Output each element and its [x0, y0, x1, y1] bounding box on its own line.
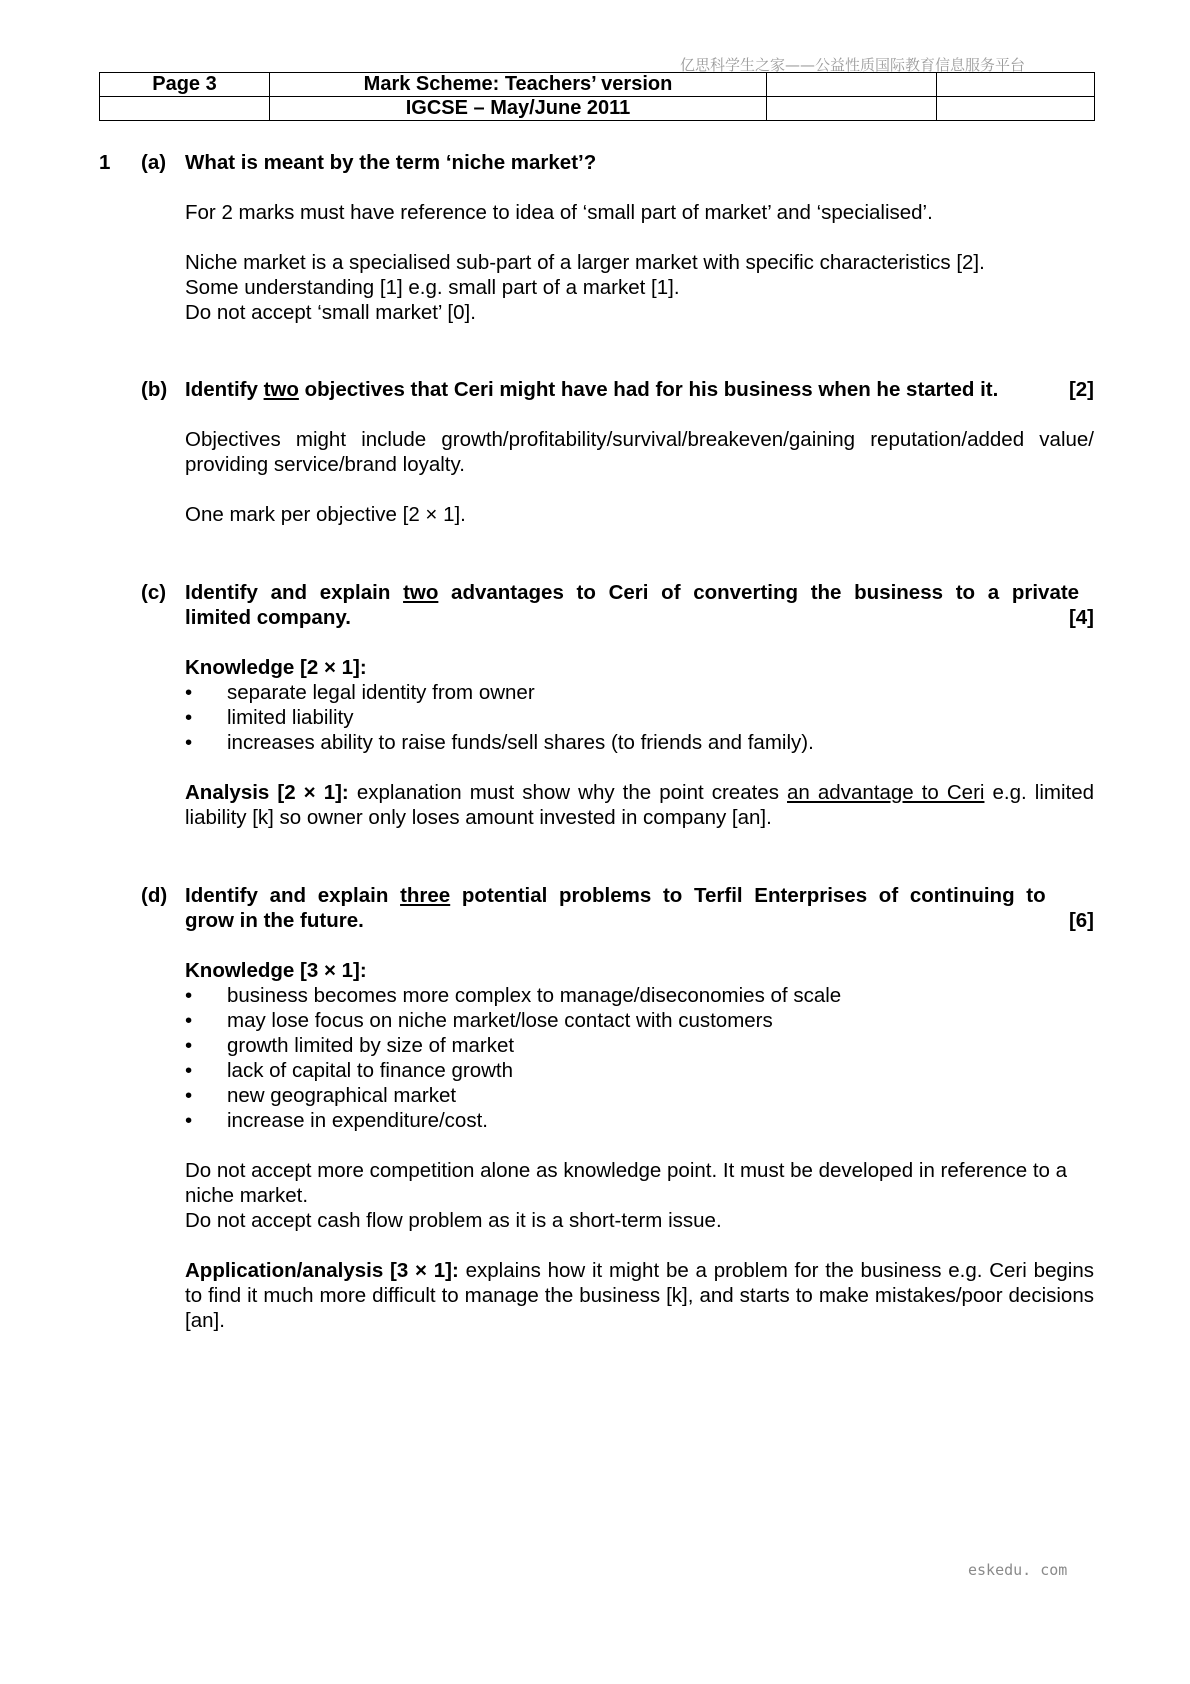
list-item: • may lose focus on niche market/lose contact with customers: [185, 1008, 1094, 1033]
list-item: • increases ability to raise funds/sell shares (to friends and family).: [185, 730, 1094, 755]
question-text: Identify and explain two advantages to Ceri of converting the business to a private: [185, 581, 1080, 604]
watermark-bottom: eskedu. com: [968, 1561, 1068, 1579]
empty-cell: [767, 97, 937, 121]
question-number: 1: [99, 151, 111, 174]
part-label: (c): [141, 581, 167, 604]
question-text: What is meant by the term ‘niche market’?: [185, 151, 597, 174]
list-item: • increase in expenditure/cost.: [185, 1108, 1094, 1133]
knowledge-label: Knowledge [3 × 1]:: [185, 959, 367, 982]
answer-text: One mark per objective [2 × 1].: [185, 503, 466, 526]
part-label: (d): [141, 884, 168, 907]
empty-cell: [100, 97, 270, 121]
watermark-top: 亿思科学生之家——公益性质国际教育信息服务平台: [680, 56, 1026, 74]
empty-cell: [937, 73, 1095, 97]
list-item: • new geographical market: [185, 1083, 1094, 1108]
analysis-text: Analysis [2 × 1]: explanation must show why the point creates an advantage to Ceri e.g. limited liability [k] so owner only loses amount invested in company [an].: [185, 781, 1095, 829]
guidance-text: For 2 marks must have reference to idea of ‘small part of market’ and ‘specialised’.: [185, 201, 933, 224]
list-item: • separate legal identity from owner: [185, 680, 1094, 705]
page-number: Page 3: [100, 73, 270, 97]
question-text: Identify two objectives that Ceri might have had for his business when he started it. [2]: [185, 378, 1094, 401]
part-label: (b): [141, 378, 168, 401]
marks: [6]: [1068, 909, 1094, 932]
list-item: • business becomes more complex to manage/diseconomies of scale: [185, 983, 1094, 1008]
empty-cell: [767, 73, 937, 97]
list-item: • growth limited by size of market: [185, 1033, 1094, 1058]
answer-line: Some understanding [1] e.g. small part of a market [1].: [185, 276, 680, 299]
part-label: (a): [141, 151, 167, 174]
question-text: Identify and explain three potential problems to Terfil Enterprises of continuing to: [185, 884, 1046, 907]
header-table: [99, 72, 1095, 121]
knowledge-list: [185, 680, 1094, 755]
application-text: Application/analysis [3 × 1]: explains how it might be a problem for the business e.g. Ceri begins to find it much more difficult to manage the business [k], and starts to make mistakes/poor decisions [an].: [185, 1259, 1094, 1332]
empty-cell: [937, 97, 1095, 121]
answer-line: Do not accept ‘small market’ [0].: [185, 301, 476, 324]
note-text: Do not accept cash flow problem as it is a short-term issue.: [185, 1209, 722, 1232]
marks: [4]: [1068, 606, 1094, 629]
answer-line: Niche market is a specialised sub-part of a larger market with specific characteristics [2].: [185, 251, 985, 274]
list-item: • lack of capital to finance growth: [185, 1058, 1094, 1083]
knowledge-list: [185, 983, 1094, 1133]
doc-subtitle: IGCSE – May/June 2011: [270, 97, 767, 121]
doc-title: Mark Scheme: Teachers’ version: [270, 73, 767, 97]
knowledge-label: Knowledge [2 × 1]:: [185, 656, 367, 679]
marks: [2]: [1068, 378, 1094, 401]
note-text: Do not accept more competition alone as knowledge point. It must be developed in reference to a niche market.: [185, 1159, 1068, 1207]
answer-text: Objectives might include growth/profitability/survival/breakeven/gaining reputation/added value/ providing service/brand loyalty.: [185, 428, 1094, 476]
list-item: • limited liability: [185, 705, 1094, 730]
